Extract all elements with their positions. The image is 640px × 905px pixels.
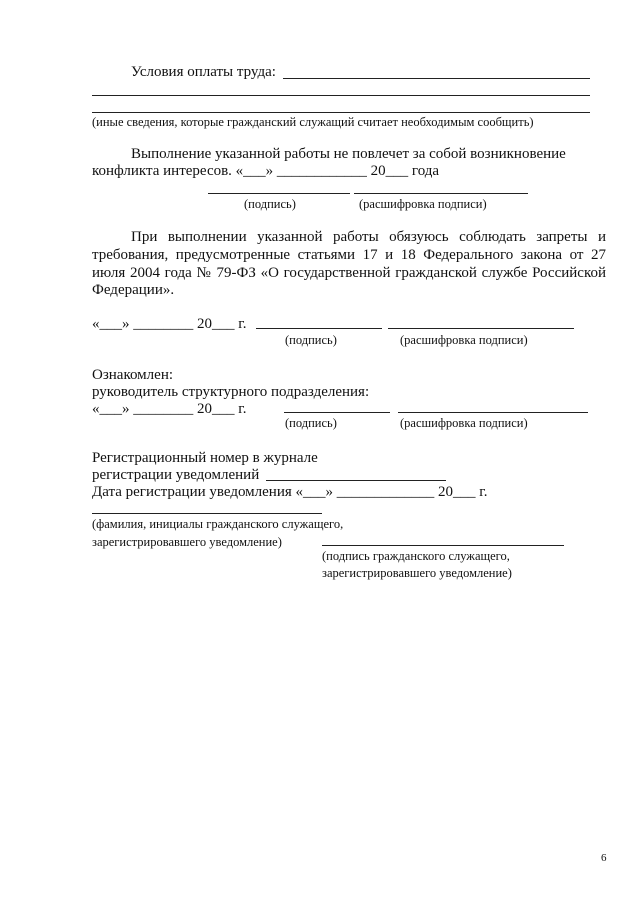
obligation-signature-line[interactable] xyxy=(256,328,382,329)
conflict-text-line1: Выполнение указанной работы не повлечет за собой возникновение xyxy=(131,146,566,162)
other-info-note: (иные сведения, которые гражданский служащий считает необходимым сообщить) xyxy=(92,115,534,129)
clerk-signature-label-2: зарегистрировавшего уведомление) xyxy=(322,566,512,580)
obligation-line4: Федерации». xyxy=(92,282,175,298)
ack-date: «___» ________ 20___ г. xyxy=(92,401,247,417)
clerk-name-label-2: зарегистрировавшего уведомление) xyxy=(92,535,282,549)
conflict-decode-line[interactable] xyxy=(354,193,528,194)
registration-number-label: Регистрационный номер в журнале xyxy=(92,450,318,466)
other-info-field-line[interactable] xyxy=(92,112,590,113)
ack-signature-label: (подпись) xyxy=(285,416,337,430)
obligation-line1: При выполнении указанной работы обязуюсь соблюдать запреты и xyxy=(131,229,606,245)
pay-conditions-label: Условия оплаты труда: xyxy=(131,64,276,80)
ack-signature-line[interactable] xyxy=(284,412,390,413)
pay-conditions-field-line[interactable] xyxy=(283,78,590,79)
conflict-decode-label: (расшифровка подписи) xyxy=(359,197,487,211)
obligation-date: «___» ________ 20___ г. xyxy=(92,316,247,332)
conflict-text-line2: конфликта интересов. «___» ____________ 20___ года xyxy=(92,163,440,179)
conflict-signature-label: (подпись) xyxy=(244,197,296,211)
clerk-signature-label-1: (подпись гражданского служащего, xyxy=(322,549,510,563)
ack-supervisor: руководитель структурного подразделения: xyxy=(92,384,370,400)
obligation-decode-label: (расшифровка подписи) xyxy=(400,333,528,347)
pay-conditions-field-line-2[interactable] xyxy=(92,95,590,96)
obligation-line3: июля 2004 года № 79-ФЗ «О государственной гражданской службе Российской xyxy=(92,265,606,281)
obligation-signature-label: (подпись) xyxy=(285,333,337,347)
obligation-line2: требования, предусмотренные статьями 17 и 18 Федерального закона от 27 xyxy=(92,247,606,263)
clerk-name-label-1: (фамилия, инициалы гражданского служащего, xyxy=(92,517,344,531)
registration-date: Дата регистрации уведомления «___» _____________ 20___ г. xyxy=(92,484,488,500)
registration-number-field-line[interactable] xyxy=(266,480,446,481)
clerk-signature-line[interactable] xyxy=(322,545,564,546)
obligation-decode-line[interactable] xyxy=(388,328,574,329)
registration-journal-label: регистрации уведомлений xyxy=(92,467,260,483)
page-number: 6 xyxy=(601,852,607,864)
clerk-name-line[interactable] xyxy=(92,513,322,514)
ack-title: Ознакомлен: xyxy=(92,367,174,383)
ack-decode-line[interactable] xyxy=(398,412,588,413)
conflict-signature-line[interactable] xyxy=(208,193,350,194)
ack-decode-label: (расшифровка подписи) xyxy=(400,416,528,430)
